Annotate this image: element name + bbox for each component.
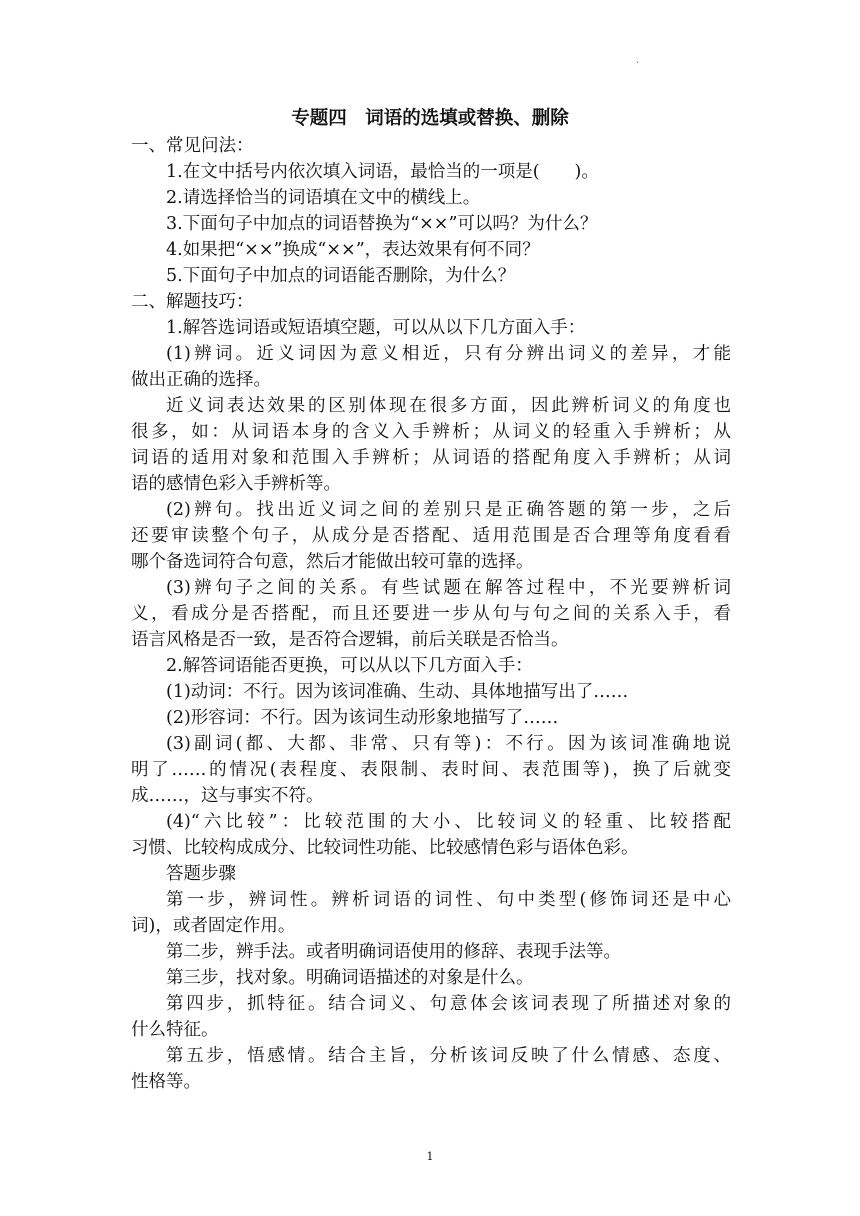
paragraph-line: 做出正确的选择。: [131, 370, 271, 390]
list-item: 2.请选择恰当的词语填在文中的横线上。: [166, 188, 481, 208]
document-body: [131, 133, 731, 1095]
paragraph-line: (4)“六比较”：比较范围的大小、比较词义的轻重、比较搭配: [166, 812, 731, 832]
paragraph-line: 词)，或者固定作用。: [131, 916, 296, 936]
list-item: 3.下面句子中加点的词语替换为“××”可以吗？为什么？: [166, 214, 598, 234]
section-heading: 一、常见问法：: [131, 136, 254, 156]
paragraph-line: 第四步，抓特征。结合词义、句意体会该词表现了所描述对象的: [166, 994, 731, 1014]
paragraph-line: 哪个备选词符合句意，然后才能做出较可靠的选择。: [131, 552, 534, 572]
paragraph-line: 什么特征。: [131, 1020, 219, 1040]
paragraph-line: 近义词表达效果的区别体现在很多方面，因此辨析词义的角度也: [166, 396, 731, 416]
paragraph-line: 第一步，辨词性。辨析词语的词性、句中类型(修饰词还是中心: [166, 890, 731, 910]
list-item: 4.如果把“××”换成“××”，表达效果有何不同？: [166, 240, 540, 260]
paragraph-line: (3)副词(都、大都、非常、只有等)：不行。因为该词准确地说: [166, 734, 731, 754]
paragraph-line: (3)辨句子之间的关系。有些试题在解答过程中，不光要辨析词: [166, 578, 731, 598]
paragraph-line: (2)辨句。找出近义词之间的差别只是正确答题的第一步，之后: [166, 500, 731, 520]
paragraph-line: 很多，如：从词语本身的含义入手辨析；从词义的轻重入手辨析；从: [131, 422, 731, 442]
steps-heading: 答题步骤: [166, 864, 236, 884]
page-number: 1: [426, 1150, 434, 1163]
list-item: 1.在文中括号内依次填入词语，最恰当的一项是( )。: [166, 162, 599, 182]
list-item: 5.下面句子中加点的词语能否删除，为什么？: [166, 266, 516, 286]
section-heading: 二、解题技巧：: [131, 292, 254, 312]
paragraph: (1)动词：不行。因为该词准确、生动、具体地描写出了……: [166, 682, 629, 702]
page-title: 专题四 词语的选填或替换、删除: [291, 108, 569, 129]
paragraph-line: 还要审读整个句子，从成分是否搭配、适用范围是否合理等角度看看: [131, 526, 731, 546]
header-mark: ·: [636, 58, 640, 69]
paragraph-line: 语言风格是否一致，是否符合逻辑，前后关联是否恰当。: [131, 630, 569, 650]
paragraph-line: 性格等。: [131, 1072, 201, 1092]
paragraph: (2)形容词：不行。因为该词生动形象地描写了……: [166, 708, 559, 728]
paragraph-line: 语的感情色彩入手辨析等。: [131, 474, 341, 494]
paragraph: 1.解答选词语或短语填空题，可以从以下几方面入手：: [166, 318, 586, 338]
paragraph: 第二步，辨手法。或者明确词语使用的修辞、表现手法等。: [166, 942, 621, 962]
paragraph-line: 成……，这与事实不符。: [131, 786, 324, 806]
paragraph: 第三步，找对象。明确词语描述的对象是什么。: [166, 968, 534, 988]
paragraph-line: 明了……的情况(表程度、表限制、表时间、表范围等)，换了后就变: [131, 760, 731, 780]
paragraph-line: (1)辨词。近义词因为意义相近，只有分辨出词义的差异，才能: [166, 344, 731, 364]
paragraph-line: 第五步，悟感情。结合主旨，分析该词反映了什么情感、态度、: [166, 1046, 731, 1066]
paragraph-line: 义，看成分是否搭配，而且还要进一步从句与句之间的关系入手，看: [131, 604, 731, 624]
paragraph-line: 词语的适用对象和范围入手辨析；从词语的搭配角度入手辨析；从词: [131, 448, 731, 468]
paragraph: 2.解答词语能否更换，可以从以下几方面入手：: [166, 656, 533, 676]
paragraph-line: 习惯、比较构成成分、比较词性功能、比较感情色彩与语体色彩。: [131, 838, 639, 858]
